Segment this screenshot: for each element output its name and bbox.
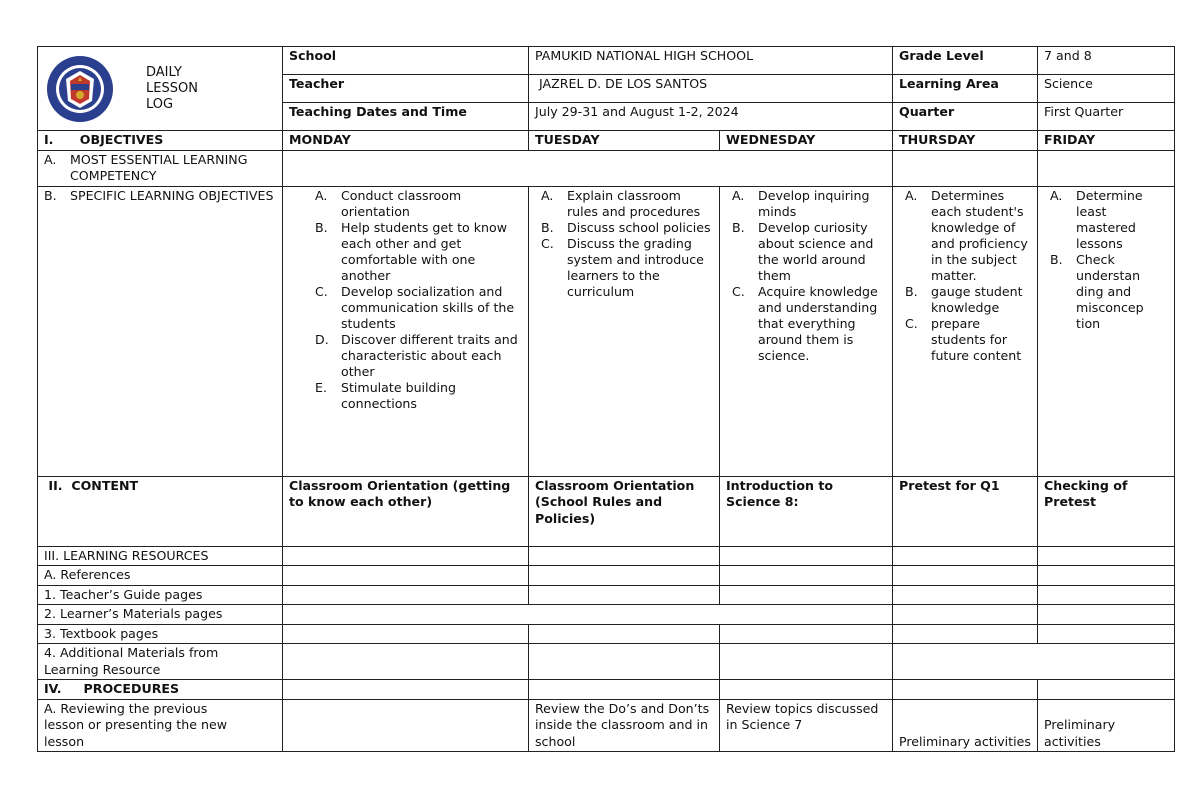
content-wednesday: Introduction to Science 8: xyxy=(720,476,893,546)
deped-seal-logo xyxy=(46,55,114,123)
slo-tuesday xyxy=(529,186,720,476)
objective-item xyxy=(541,219,713,236)
day-monday: MONDAY xyxy=(283,131,529,151)
objective-marker: A. xyxy=(732,187,745,203)
dates-value: July 29-31 and August 1-2, 2024 xyxy=(529,103,893,131)
quarter-value: First Quarter xyxy=(1038,103,1175,131)
teachers-guide-label: 1. Teacher’s Guide pages xyxy=(38,585,283,605)
references-label: A. References xyxy=(38,566,283,586)
objective-item xyxy=(1050,251,1168,332)
objective-item xyxy=(732,187,886,220)
content-row xyxy=(38,476,1175,546)
teachers-guide-row xyxy=(38,585,1175,605)
references-row xyxy=(38,566,1175,586)
objective-text: Stimulate building connections xyxy=(341,379,457,411)
content-monday: Classroom Orientation (getting to know each other) xyxy=(283,476,529,546)
objective-item xyxy=(905,187,1031,284)
objective-text: Determines each student's knowledge of and proficiency in the subject matter. xyxy=(931,187,1028,283)
textbook-label: 3. Textbook pages xyxy=(38,624,283,644)
learners-materials-label: 2. Learner’s Materials pages xyxy=(38,605,283,625)
objective-marker: E. xyxy=(315,379,327,395)
day-wednesday: WEDNESDAY xyxy=(720,131,893,151)
procedures-heading: IV. PROCEDURES xyxy=(38,680,283,700)
grade-level-value: 7 and 8 xyxy=(1038,47,1175,75)
objective-marker: D. xyxy=(315,331,329,347)
header-row-school xyxy=(38,47,1175,75)
melc-row xyxy=(38,150,1175,186)
daily-lesson-log-title: DAILY LESSON LOG xyxy=(146,65,198,112)
objective-item xyxy=(315,331,522,380)
objective-text: prepare students for future content xyxy=(931,315,1022,363)
slo-row xyxy=(38,186,1175,476)
objective-item xyxy=(541,187,713,220)
objective-text: Develop curiosity about science and the world around them xyxy=(758,219,874,283)
objective-text: gauge student knowledge xyxy=(931,283,1023,315)
objective-item xyxy=(315,219,522,284)
objective-text: Help students get to know each other and get comfortable with one another xyxy=(341,219,508,283)
objective-marker: A. xyxy=(1050,187,1063,203)
slo-label: B. SPECIFIC LEARNING OBJECTIVES xyxy=(38,186,283,476)
objective-item xyxy=(315,379,522,412)
teacher-value: JAZREL D. DE LOS SANTOS xyxy=(529,75,893,103)
objective-marker: B. xyxy=(1050,251,1063,267)
learners-materials-row xyxy=(38,605,1175,625)
melc-label: A. MOST ESSENTIAL LEARNING COMPETENCY xyxy=(38,150,283,186)
objective-marker: A. xyxy=(541,187,554,203)
additional-materials-label: 4. Additional Materials from Learning Resource xyxy=(38,644,283,680)
objective-text: Determine least mastered lessons xyxy=(1076,187,1143,251)
review-tuesday: Review the Do’s and Don’ts inside the classroom and in school xyxy=(529,699,720,752)
objective-marker: C. xyxy=(732,283,745,299)
additional-materials-row xyxy=(38,644,1175,680)
objective-text: Develop socialization and communication skills of the students xyxy=(341,283,515,331)
objective-item xyxy=(541,235,713,300)
melc-value-mon-wed xyxy=(283,150,893,186)
objective-marker: A. xyxy=(315,187,328,203)
objective-item xyxy=(315,187,522,220)
day-friday: FRIDAY xyxy=(1038,131,1175,151)
objective-item xyxy=(905,315,1031,364)
objective-item xyxy=(1050,187,1168,252)
day-tuesday: TUESDAY xyxy=(529,131,720,151)
school-value: PAMUKID NATIONAL HIGH SCHOOL xyxy=(529,47,893,75)
objective-text: Discuss the grading system and introduce learners to the curriculum xyxy=(567,235,704,299)
review-row xyxy=(38,699,1175,752)
objective-text: Explain classroom rules and procedures xyxy=(567,187,701,219)
slo-friday xyxy=(1038,186,1175,476)
objective-text: Acquire knowledge and understanding that everything around them is science. xyxy=(758,283,878,363)
quarter-label: Quarter xyxy=(893,103,1038,131)
objective-text: Discuss school policies xyxy=(567,219,711,235)
objectives-heading-row xyxy=(38,131,1175,151)
dates-label: Teaching Dates and Time xyxy=(283,103,529,131)
slo-thursday xyxy=(893,186,1038,476)
grade-level-label: Grade Level xyxy=(893,47,1038,75)
objective-marker: B. xyxy=(732,219,745,235)
melc-value-fri xyxy=(1038,150,1175,186)
resources-heading: III. LEARNING RESOURCES xyxy=(38,546,283,566)
content-thursday: Pretest for Q1 xyxy=(893,476,1038,546)
objective-marker: B. xyxy=(315,219,328,235)
objective-marker: B. xyxy=(905,283,918,299)
learning-area-value: Science xyxy=(1038,75,1175,103)
objective-marker: A. xyxy=(905,187,918,203)
objectives-heading: I. OBJECTIVES xyxy=(38,131,283,151)
teacher-label: Teacher xyxy=(283,75,529,103)
title-cell xyxy=(38,47,283,131)
review-wednesday: Review topics discussed in Science 7 xyxy=(720,699,893,752)
procedures-row xyxy=(38,680,1175,700)
objective-text: Conduct classroom orientation xyxy=(341,187,462,219)
objective-item xyxy=(732,283,886,364)
objective-text: Develop inquiring minds xyxy=(758,187,870,219)
review-label: A. Reviewing the previous lesson or presenting the new lesson xyxy=(38,699,283,752)
day-thursday: THURSDAY xyxy=(893,131,1038,151)
melc-value-thu xyxy=(893,150,1038,186)
objective-item xyxy=(905,283,1031,316)
objective-marker: B. xyxy=(541,219,554,235)
objective-marker: C. xyxy=(541,235,554,251)
learning-area-label: Learning Area xyxy=(893,75,1038,103)
textbook-row xyxy=(38,624,1175,644)
slo-wednesday xyxy=(720,186,893,476)
content-heading: II. CONTENT xyxy=(38,476,283,546)
review-thursday: Preliminary activities xyxy=(893,699,1038,752)
daily-lesson-log-table xyxy=(37,46,1175,752)
objective-item xyxy=(732,219,886,284)
objective-marker: C. xyxy=(905,315,918,331)
content-tuesday: Classroom Orientation (School Rules and Policies) xyxy=(529,476,720,546)
resources-row xyxy=(38,546,1175,566)
school-label: School xyxy=(283,47,529,75)
review-monday xyxy=(283,699,529,752)
objective-item xyxy=(315,283,522,332)
objective-text: Discover different traits and characteristic about each other xyxy=(341,331,518,379)
objective-text: Check understan ding and misconcep tion xyxy=(1076,251,1144,331)
slo-monday xyxy=(283,186,529,476)
objective-marker: C. xyxy=(315,283,328,299)
content-friday: Checking of Pretest xyxy=(1038,476,1175,546)
review-friday: Preliminary activities xyxy=(1038,699,1175,752)
